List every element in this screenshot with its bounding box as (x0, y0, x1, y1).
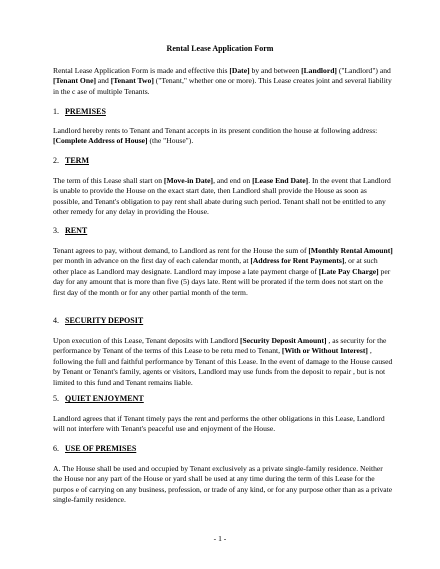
section-heading-rent: 3. RENT (53, 226, 88, 235)
section-heading-use-of-premises: 6. USE OF PREMISES (53, 444, 137, 453)
premises-paragraph: Landlord hereby rents to Tenant and Tenant accepts in its present condition the house at following address: [Complete Address of House] (the "House"). (53, 126, 378, 146)
quiet-enjoyment-paragraph: Landlord agrees that if Tenant timely pays the rent and performs the other obligations in this Lease, Landlord will not interfere with Tenant's peaceful use and enjoyment of the House. (53, 414, 385, 434)
security-deposit-paragraph: Upon execution of this Lease, Tenant deposits with Landlord [Security Deposit Amount] , as security for the performance by Tenant of the terms of this Lease to be retu rned to Tenant, [With or Without Interest] , following the full and faithful performance by Tenant of this Lease. In the event of damage to the House caused by Tenant or Tenant's family, agents or visitors, Landlord may use funds from the deposit to repair , but is not limited to this fund and Tenant remains liable. (53, 336, 393, 387)
rent-paragraph: Tenant agrees to pay, without demand, to Landlord as rent for the House the sum of [Monthly Rental Amount] per month in advance on the first day of each calendar month, at [Address for Rent Payments], or at such other place as Landlord may designate. Landlord may impose a late payment charge of [Late Pay Charge] per day for any amount that is more than five (5) days late. Rent will be prorated if the term does not start on the first day of the month or for any other partial month of the term. (53, 246, 393, 297)
page-number: - 1 - (213, 534, 227, 543)
intro-paragraph: Rental Lease Application Form is made and effective this [Date] by and between [Landlord] ("Landlord") and [Tenant One] and [Tenant Two] ("Tenant," whether one or more). This Lease creates joint and several liability in the c ase of multiple Tenants. (53, 66, 392, 96)
section-heading-premises: 1. PREMISES (53, 107, 106, 116)
use-of-premises-paragraph: A. The House shall be used and occupied by Tenant exclusively as a private single-family residence. Neither the House nor any part of the House or yard shall be used at any time during the term of this Lease for the purpos e of carrying on any business, profession, or trade of any kind, or for any purpose other than as a private single-family residence. (53, 464, 393, 505)
section-heading-security-deposit: 4. SECURITY DEPOSIT (53, 316, 144, 325)
document-title: Rental Lease Application Form (166, 44, 274, 53)
term-paragraph: The term of this Lease shall start on [Move-in Date], and end on [Lease End Date]. In the event that Landlord is unable to provide the House on the exact start date, then Landlord shall provide the House as soon as possible, and Tenant's obligation to pay rent shall abate during such period. Tenant shall not be entitled to any other remedy for any delay in providing the House. (53, 176, 391, 217)
section-heading-term: 2. TERM (53, 156, 89, 165)
section-heading-quiet-enjoyment: 5. QUIET ENJOYMENT (53, 394, 144, 403)
